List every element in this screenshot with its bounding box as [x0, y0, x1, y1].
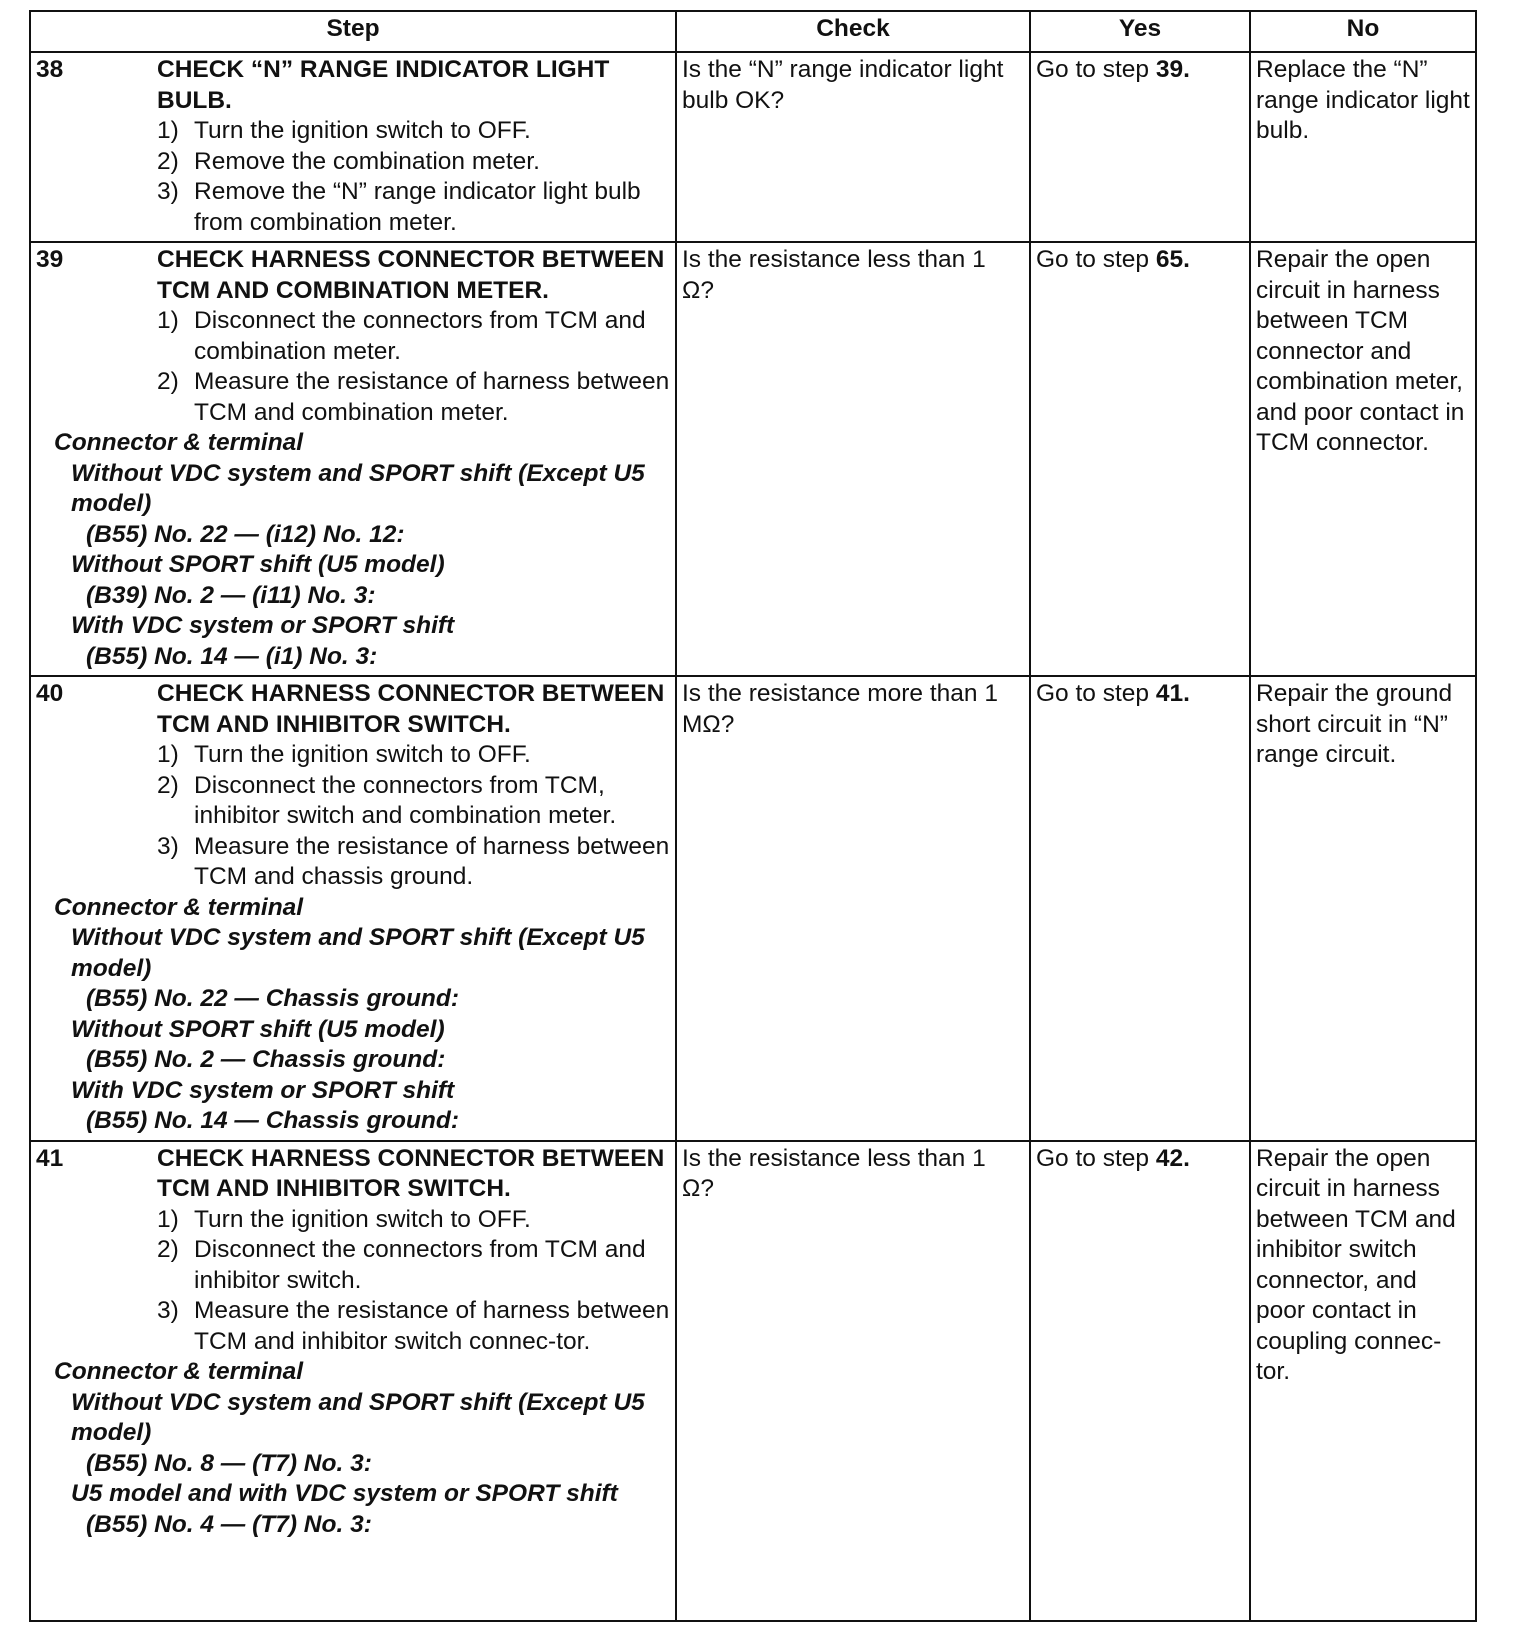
list-item: 1) Disconnect the connectors from TCM and combination meter.: [157, 307, 646, 365]
connector-terminal: (B55) No. 22 — Chassis ground:: [86, 985, 460, 1012]
list-item: 2) Disconnect the connectors from TCM, inhibitor switch and combination meter.: [157, 771, 617, 829]
connector-terminal: (B55) No. 2 — Chassis ground:: [86, 1046, 446, 1073]
step-title: CHECK HARNESS CONNECTOR BETWEEN TCM AND INHIBITOR SWITCH.: [157, 1144, 665, 1202]
table-row: [30, 1141, 1476, 1621]
yes-step-ref: 41.: [1155, 680, 1190, 707]
step-number: 40: [36, 680, 64, 707]
header-step: Step: [30, 11, 676, 52]
header-check: Check: [676, 11, 1030, 52]
connector-terminal-title: Connector & terminal: [54, 1358, 304, 1385]
no-cell: Replace the “N” range indicator light bulb.: [1250, 52, 1476, 242]
yes-step-ref: 65.: [1155, 246, 1190, 273]
connector-condition: U5 model and with VDC system or SPORT shift: [71, 1480, 618, 1507]
yes-step-ref: 42.: [1155, 1144, 1190, 1172]
no-cell: Repair the open circuit in harness between TCM connector and combination meter, and poor contact in TCM connector.: [1250, 242, 1476, 676]
diagnostic-table: [29, 10, 1477, 1622]
connector-condition: Without SPORT shift (U5 model): [71, 1015, 445, 1043]
connector-condition: Without VDC system and SPORT shift (Except U5 model): [71, 924, 645, 982]
connector-terminal: (B55) No. 14 — Chassis ground:: [86, 1107, 460, 1134]
connector-terminal: (B55) No. 14 — (i1) No. 3:: [86, 642, 378, 670]
yes-cell: Go to step 65.: [1030, 242, 1250, 676]
table-row: [30, 676, 1476, 1141]
yes-cell: Go to step 42.: [1030, 1141, 1250, 1621]
check-cell: Is the resistance more than 1 MΩ?: [676, 676, 1030, 1141]
no-cell: Repair the open circuit in harness between TCM and inhibitor switch connector, and poor contact in coupling connec-tor.: [1250, 1141, 1476, 1621]
step-cell: [30, 52, 676, 242]
list-item: 1) Turn the ignition switch to OFF.: [157, 117, 531, 144]
list-item: 1) Turn the ignition switch to OFF.: [157, 741, 531, 768]
step-number: 39: [36, 246, 64, 273]
connector-terminal: (B55) No. 4 — (T7) No. 3:: [86, 1510, 372, 1538]
list-item: 3) Measure the resistance of harness between TCM and chassis ground.: [157, 832, 670, 890]
step-title: CHECK HARNESS CONNECTOR BETWEEN TCM AND INHIBITOR SWITCH.: [157, 680, 665, 738]
procedure-list: [157, 306, 670, 428]
step-cell: [30, 242, 676, 676]
connector-terminal-title: Connector & terminal: [54, 893, 304, 921]
table-header-row: [30, 11, 1476, 52]
procedure-list: [157, 116, 670, 238]
connector-condition: With VDC system or SPORT shift: [71, 612, 455, 639]
step-number: 38: [36, 56, 64, 83]
step-cell: [30, 676, 676, 1141]
no-cell: Repair the ground short circuit in “N” range circuit.: [1250, 676, 1476, 1141]
table-row: [30, 242, 1476, 676]
connector-terminal: (B55) No. 8 — (T7) No. 3:: [86, 1449, 372, 1477]
yes-cell: Go to step 39.: [1030, 52, 1250, 242]
list-item: 2) Remove the combination meter.: [157, 147, 540, 175]
connector-terminal-title: Connector & terminal: [54, 429, 304, 456]
list-item: 2) Disconnect the connectors from TCM and inhibitor switch.: [157, 1236, 646, 1294]
connector-condition: Without SPORT shift (U5 model): [71, 551, 445, 578]
procedure-list: [157, 740, 670, 893]
list-item: 3) Measure the resistance of harness between TCM and inhibitor switch connec-tor.: [157, 1297, 670, 1355]
connector-condition: Without VDC system and SPORT shift (Except U5 model): [71, 459, 645, 517]
step-title: CHECK “N” RANGE INDICATOR LIGHT BULB.: [157, 56, 610, 114]
list-item: 3) Remove the “N” range indicator light bulb from combination meter.: [157, 178, 641, 236]
list-item: 1) Turn the ignition switch to OFF.: [157, 1205, 531, 1233]
table-row: [30, 52, 1476, 242]
procedure-list: [157, 1205, 670, 1358]
yes-step-ref: 39.: [1155, 56, 1190, 83]
step-title: CHECK HARNESS CONNECTOR BETWEEN TCM AND COMBINATION METER.: [157, 246, 665, 304]
connector-terminal: (B39) No. 2 — (i11) No. 3:: [86, 581, 376, 609]
header-yes: Yes: [1030, 11, 1250, 52]
check-cell: Is the resistance less than 1 Ω?: [676, 242, 1030, 676]
step-number: 41: [36, 1144, 64, 1172]
connector-condition: With VDC system or SPORT shift: [71, 1076, 455, 1104]
yes-cell: Go to step 41.: [1030, 676, 1250, 1141]
connector-terminal: (B55) No. 22 — (i12) No. 12:: [86, 520, 405, 548]
header-no: No: [1250, 11, 1476, 52]
connector-condition: Without VDC system and SPORT shift (Except U5 model): [71, 1388, 645, 1446]
check-cell: Is the “N” range indicator light bulb OK?: [676, 52, 1030, 242]
check-cell: Is the resistance less than 1 Ω?: [676, 1141, 1030, 1621]
step-cell: [30, 1141, 676, 1621]
list-item: 2) Measure the resistance of harness between TCM and combination meter.: [157, 368, 670, 426]
